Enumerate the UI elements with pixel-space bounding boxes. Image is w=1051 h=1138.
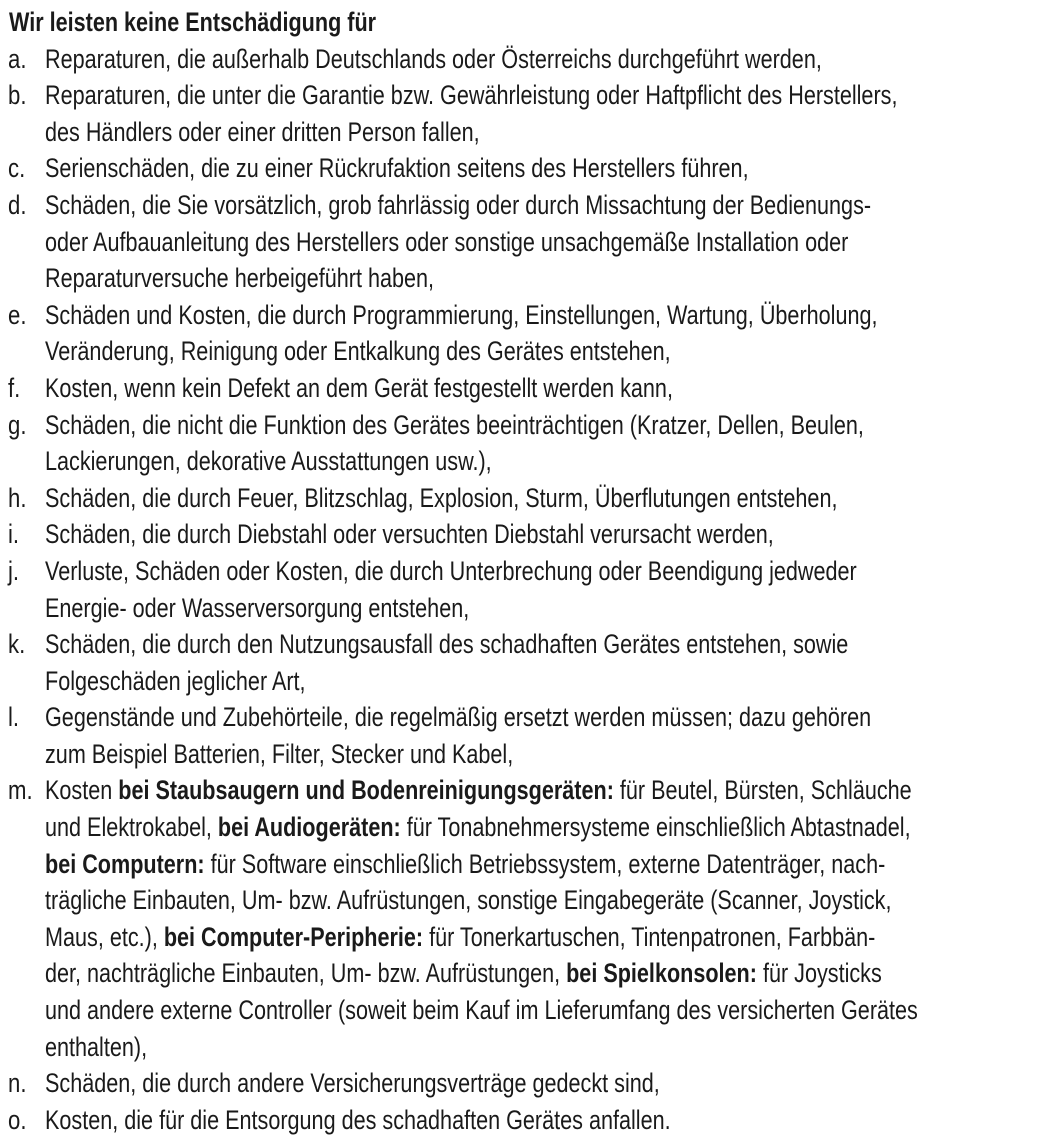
list-item-line xyxy=(0,480,1051,517)
list-item-line xyxy=(0,407,1051,444)
list-item-text xyxy=(45,187,871,224)
list-item-text xyxy=(45,333,671,370)
list-item-text xyxy=(45,590,469,627)
list-item-text xyxy=(45,1065,660,1102)
list-item-text xyxy=(45,553,857,590)
list-item-text xyxy=(45,1102,671,1138)
text-segment: Reparaturen, die außerhalb Deutschlands oder Österreichs durchgeführt werden, xyxy=(45,43,822,74)
list-item-text xyxy=(45,919,875,956)
list-item-text xyxy=(45,992,918,1029)
list-marker: k. xyxy=(8,629,26,660)
list-item-line xyxy=(0,1065,1051,1102)
list-marker: a. xyxy=(8,43,27,74)
list-marker: m. xyxy=(8,775,33,806)
text-segment: Reparaturversuche herbeigeführt haben, xyxy=(45,263,435,294)
list-item xyxy=(0,772,1051,1065)
list-item-text xyxy=(45,846,885,883)
text-segment: Veränderung, Reinigung oder Entkalkung des Gerätes entstehen, xyxy=(45,336,671,367)
list-item xyxy=(0,370,1051,407)
list-marker: n. xyxy=(8,1068,27,1099)
heading-text: Wir leisten keine Entschädigung für xyxy=(9,7,377,37)
text-segment: Maus, etc.), xyxy=(45,921,164,952)
list-item-text xyxy=(45,809,911,846)
list-item-line xyxy=(0,516,1051,553)
list-item-text xyxy=(45,516,774,553)
list-item xyxy=(0,187,1051,297)
list-item-line xyxy=(0,590,1051,627)
list-item-line xyxy=(0,260,1051,297)
text-segment: und Elektrokabel, xyxy=(45,812,218,843)
list-item xyxy=(0,1102,1051,1138)
text-segment: zum Beispiel Batterien, Filter, Stecker und Kabel, xyxy=(45,738,514,769)
list-item-line xyxy=(0,150,1051,187)
list-item-line xyxy=(0,443,1051,480)
list-item-text xyxy=(45,772,912,809)
list-item-line xyxy=(0,846,1051,883)
text-segment: des Händlers oder einer dritten Person fallen, xyxy=(45,116,480,147)
list-item-line xyxy=(0,114,1051,151)
text-segment: Verluste, Schäden oder Kosten, die durch Unterbrechung oder Beendigung jedweder xyxy=(45,555,857,586)
text-segment: für Beutel, Bürsten, Schläuche xyxy=(613,775,912,806)
list-item-text xyxy=(45,443,492,480)
text-segment: für Tonabnehmersysteme einschließlich Abtastnadel, xyxy=(400,812,911,843)
list-item-text xyxy=(45,626,848,663)
list-item-text xyxy=(45,882,891,919)
list-marker: b. xyxy=(8,80,27,111)
bold-phrase: bei Computer-Peripherie: xyxy=(163,921,424,952)
list-item-line xyxy=(0,992,1051,1029)
list-item xyxy=(0,699,1051,772)
list-item-text xyxy=(45,407,864,444)
list-item-text xyxy=(45,370,673,407)
list-item-line xyxy=(0,663,1051,700)
text-segment: Gegenstände und Zubehörteile, die regelmäßig ersetzt werden müssen; dazu gehören xyxy=(45,702,872,733)
list-item-line xyxy=(0,553,1051,590)
list-item-line xyxy=(0,77,1051,114)
list-marker: l. xyxy=(8,702,20,733)
list-item-text xyxy=(45,1029,147,1066)
list-marker: e. xyxy=(8,299,27,330)
section-heading xyxy=(0,4,1051,41)
list-marker: c. xyxy=(8,153,26,184)
list-item-text xyxy=(45,663,306,700)
bold-phrase: bei Spielkonsolen: xyxy=(566,958,757,989)
list-marker: g. xyxy=(8,409,27,440)
text-segment: Energie- oder Wasserversorgung entstehen, xyxy=(45,592,470,623)
list-item-line xyxy=(0,1029,1051,1066)
text-segment: trägliche Einbauten, Um- bzw. Aufrüstungen, sonstige Eingabegeräte (Scanner, Joystick, xyxy=(45,885,892,916)
bold-phrase: bei Computern: xyxy=(45,848,205,879)
text-segment: Schäden, die durch andere Versicherungsverträge gedeckt sind, xyxy=(45,1068,660,1099)
text-segment: Lackierungen, dekorative Ausstattungen usw.), xyxy=(45,446,492,477)
list-item-text xyxy=(45,480,837,517)
text-segment: für Joysticks xyxy=(756,958,882,989)
list-item-text xyxy=(45,114,480,151)
list-item-line xyxy=(0,1102,1051,1138)
text-segment: Schäden, die durch den Nutzungsausfall des schadhaften Gerätes entstehen, sowie xyxy=(45,629,849,660)
text-segment: Schäden, die durch Diebstahl oder versuchten Diebstahl verursacht werden, xyxy=(45,519,774,550)
text-segment: für Tonerkartuschen, Tintenpatronen, Farbbän- xyxy=(423,921,876,952)
bold-phrase: bei Audiogeräten: xyxy=(217,812,401,843)
list-item xyxy=(0,553,1051,626)
text-segment: Serienschäden, die zu einer Rückrufaktion seitens des Herstellers führen, xyxy=(45,153,749,184)
list-item xyxy=(0,77,1051,150)
text-segment: Schäden, die Sie vorsätzlich, grob fahrlässig oder durch Missachtung der Bedienungs- xyxy=(45,189,872,220)
list-item xyxy=(0,407,1051,480)
list-item-line xyxy=(0,736,1051,773)
list-item xyxy=(0,480,1051,517)
list-item-line xyxy=(0,809,1051,846)
list-marker: i. xyxy=(8,519,20,550)
list-item-line xyxy=(0,224,1051,261)
text-segment: oder Aufbauanleitung des Herstellers oder sonstige unsachgemäße Installation oder xyxy=(45,226,849,257)
text-segment: und andere externe Controller (soweit beim Kauf im Lieferumfang des versicherten Gerätes xyxy=(45,995,918,1026)
text-segment: Reparaturen, die unter die Garantie bzw. Gewährleistung oder Haftpflicht des Herstellers, xyxy=(45,80,898,111)
bold-phrase: bei Staubsaugern und Bodenreinigungsgeräten: xyxy=(118,775,614,806)
list-item-text xyxy=(45,699,871,736)
list-item-line xyxy=(0,882,1051,919)
list-marker: h. xyxy=(8,482,27,513)
list-item xyxy=(0,1065,1051,1102)
list-item xyxy=(0,41,1051,78)
text-segment: Schäden, die nicht die Funktion des Gerätes beeinträchtigen (Kratzer, Dellen, Beulen, xyxy=(45,409,864,440)
list-item-line xyxy=(0,955,1051,992)
list-item xyxy=(0,297,1051,370)
text-segment: Kosten, wenn kein Defekt an dem Gerät festgestellt werden kann, xyxy=(45,372,673,403)
text-segment: enthalten), xyxy=(45,1031,148,1062)
text-segment: Kosten xyxy=(45,775,119,806)
list-item-line xyxy=(0,187,1051,224)
list-item xyxy=(0,150,1051,187)
list-item-text xyxy=(45,150,749,187)
list-marker: j. xyxy=(8,555,20,586)
text-segment: für Software einschließlich Betriebssystem, externe Datenträger, nach- xyxy=(204,848,886,879)
list-item-text xyxy=(45,297,878,334)
text-segment: Schäden, die durch Feuer, Blitzschlag, Explosion, Sturm, Überflutungen entstehen, xyxy=(45,482,838,513)
list-item-text xyxy=(45,260,434,297)
list-item-line xyxy=(0,41,1051,78)
list-item-line xyxy=(0,297,1051,334)
list-item-text xyxy=(45,77,897,114)
list-item-text xyxy=(45,955,882,992)
exclusion-list xyxy=(0,41,1051,1138)
list-item-line xyxy=(0,333,1051,370)
list-item-line xyxy=(0,699,1051,736)
list-item xyxy=(0,516,1051,553)
list-item-line xyxy=(0,370,1051,407)
text-segment: der, nachträgliche Einbauten, Um- bzw. Aufrüstungen, xyxy=(45,958,567,989)
text-segment: Schäden und Kosten, die durch Programmierung, Einstellungen, Wartung, Überholung, xyxy=(45,299,878,330)
list-item-line xyxy=(0,919,1051,956)
list-item-text xyxy=(45,41,822,78)
list-marker: f. xyxy=(8,372,21,403)
list-item-line xyxy=(0,772,1051,809)
list-item-line xyxy=(0,626,1051,663)
list-item xyxy=(0,626,1051,699)
exclusions-document xyxy=(0,4,1051,1138)
list-marker: d. xyxy=(8,189,27,220)
list-item-text xyxy=(45,736,513,773)
text-segment: Folgeschäden jeglicher Art, xyxy=(45,665,306,696)
list-item-text xyxy=(45,224,848,261)
list-marker: o. xyxy=(8,1104,27,1135)
text-segment: Kosten, die für die Entsorgung des schadhaften Gerätes anfallen. xyxy=(45,1104,671,1135)
